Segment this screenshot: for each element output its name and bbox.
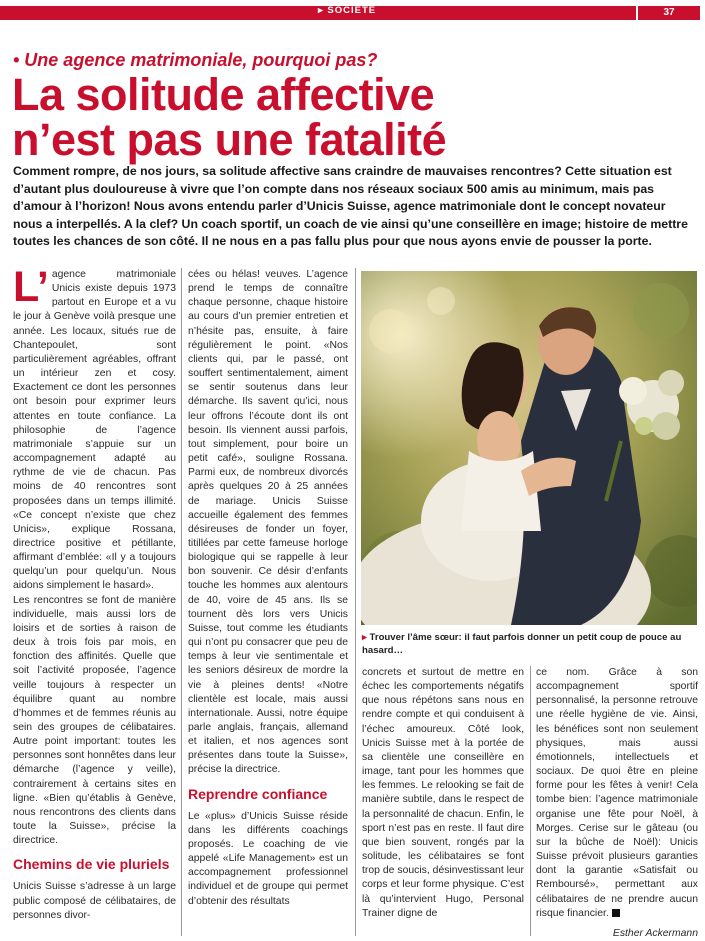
paragraph: Unicis Suisse s’adresse à un large public composé de célibataires, de personnes divor- (13, 881, 176, 921)
article-column-3 (362, 666, 524, 921)
column-separator (355, 268, 356, 936)
paragraph: Les rencontres se font de manière individuelle, mais aussi lors de loisirs et de sorties à raison de deux à trois fois par mois, en fonction des affinités. Quelle que soit l’activité proposée, l’agence veille toujours à respecter un équilibre quant au nombre d’hommes et de femmes réunis au sein des groupes de célibataires. Autre point important: toutes les personnes sont honnêtes dans leur démarche (l’agence y veille), contrairement à certains sites en ligne. «Bien qu’établis à Genève, nous rencontrons des clients dans toute la Suisse», précise la directrice. (13, 594, 176, 847)
lead-paragraph: Comment rompre, de nos jours, sa solitude affective sans craindre de mauvaises rencontres? Cette situation est d’autant plus douloureuse à vivre que l’on compte dans nos réseaux sociaux 500 amis au minimum, mais pas d’amour à l’horizon! Nous avons entendu parler d’Unicis Suisse, agence matrimoniale dont le concept novateur nous a interpellés. A la clef? Un coach sportif, un coach de vie ainsi qu’une conseillère en image; histoire de mettre toutes les chances de son côté. Il ne nous en a pas fallu plus pour que nous ayons envie de pousser la porte. (13, 164, 688, 249)
wedding-couple-photo (361, 271, 697, 625)
paragraph: concrets et surtout de mettre en échec les comportements négatifs que nous répétons sans nous en rendre compte et qui conduisent à l’échec amoureux. Côté look, Unicis Suisse met à la portée de sa clientèle une conseillère en image, tant pour les hommes que les femmes. Le relooking se fait de manière subtile, dans le respect de la personnalité de chacun. Enfin, le sport n’est pas en reste. Il faut dire que bien souvent, rongés par la solitude, les célibataires se font trop de soucis, désinvestissant leur corps et leur forme physique. C’est là qu’intervient Hugo, Personal Trainer digne de (362, 667, 524, 919)
paragraph: cées ou hélas! veuves. L’agence prend le temps de connaître chaque personne, chaque histoire au cours d’un premier entretien et n’hésite pas, ensuite, à faire régulièrement le point. «Nos clients qui, par le passé, ont souffert sentimentalement, aiment se sentir soutenus dans leur démarche. Ils savent qu’ici, nous leur offrons l’écoute dont ils ont besoin. Ils viennent aussi parfois, tout simplement, pour boire un petit café», souligne Rossana. Parmi eux, de nombreux divorcés après quelques 20 à 25 années de mariage. Unicis Suisse accueille également des femmes désireuses de fonder un foyer, titillées par cette fameuse horloge biologique qui se rappelle à leur bon souvenir. Ce désir d’enfants touche les hommes aux alentours de 40, voire de 45 ans. Ils se tournent dès lors vers Unicis Suisse, tout comme les étudiants qui n’ont pu consacrer que peu de temps à leur vie sentimentale et les seniors désireux de mordre la vie à pleines dents! «Notre clientèle est locale, mais aussi internationale. Aussi, notre équipe parle anglais, français, allemand et italien, et nos agences sont présentes dans toute la Suisse», précise la directrice. (188, 269, 348, 776)
subheading-confiance: Reprendre confiance (188, 785, 328, 802)
headline (12, 69, 702, 165)
caption-text: Trouver l’âme sœur: il faut parfois donner un petit coup de pouce au hasard… (362, 632, 682, 656)
photo-illustration (361, 271, 697, 625)
article-column-4 (536, 666, 698, 941)
photo-caption (362, 632, 698, 657)
paragraph-text: ce nom. Grâce à son accompagnement sportif personnalisé, la personne retrouve une réelle hygiène de vie. Ainsi, les bénéfices sont non seulement physiques, mais aussi émotionnels, intellectuels et sociaux. De quoi être en pleine forme pour les fêtes à venir! Cela tombe bien: l’agence matrimoniale organise une fête pour Noël, à Morges. Cerise sur le gâteau (ou sur la bûche de Noël): Unicis Suisse prévoit plusieurs garanties dont la garantie «Satisfait ou Remboursé», permettant aux célibataires de ne prendre aucun risque financier. (536, 667, 698, 919)
article-column-2 (188, 268, 348, 909)
paragraph: Le «plus» d’Unicis Suisse réside dans les différents coachings proposés. Le coaching de vie appelé «Life Management» est un accompagnement professionnel individuel et de groupe qui permet d’obtenir des résultats (188, 810, 348, 907)
caption-marker-icon: ▸ (362, 632, 367, 643)
section-label: ▸ SOCIÉTÉ (318, 5, 377, 16)
drop-cap: L’ (13, 263, 49, 311)
headline-line-2: n’est pas une fatalité (12, 114, 447, 165)
article-column-1 (13, 263, 176, 923)
subheading-chemins: Chemins de vie pluriels (13, 856, 170, 873)
paragraph (536, 666, 698, 921)
column-separator (530, 666, 531, 936)
kicker: • Une agence matrimoniale, pourquoi pas? (13, 50, 378, 70)
page-number: 37 (638, 6, 700, 20)
author-signature: Esther Ackermann (612, 927, 698, 939)
column-separator (181, 268, 182, 936)
headline-line-1: La solitude affective (12, 69, 435, 120)
paragraph: agence matrimoniale Unicis existe depuis 1973 partout en Europe et a vu le jour à Genève voilà presque une année. Les locaux, situés rue de Chantepoulet, sont particulièrement agréables, offrant un intérieur zen et cosy. Exactement ce dont les personnes ont besoin pour exprimer leurs attentes en toute confiance. La philosophie de l’agence matrimoniale s’appuie sur un accompagnement adapté au rythme de vie de chacun. Pas moins de 40 rencontres sont proposées dans un temps illimité. «Ce concept n’existe que chez Unicis», explique Rossana, directrice positive et pétillante, affirmant d’emblée: «Il y a toujours quelqu’un pour quelqu’un. Nous aidons simplement le hasard». (13, 269, 176, 592)
end-mark-icon (612, 909, 620, 917)
